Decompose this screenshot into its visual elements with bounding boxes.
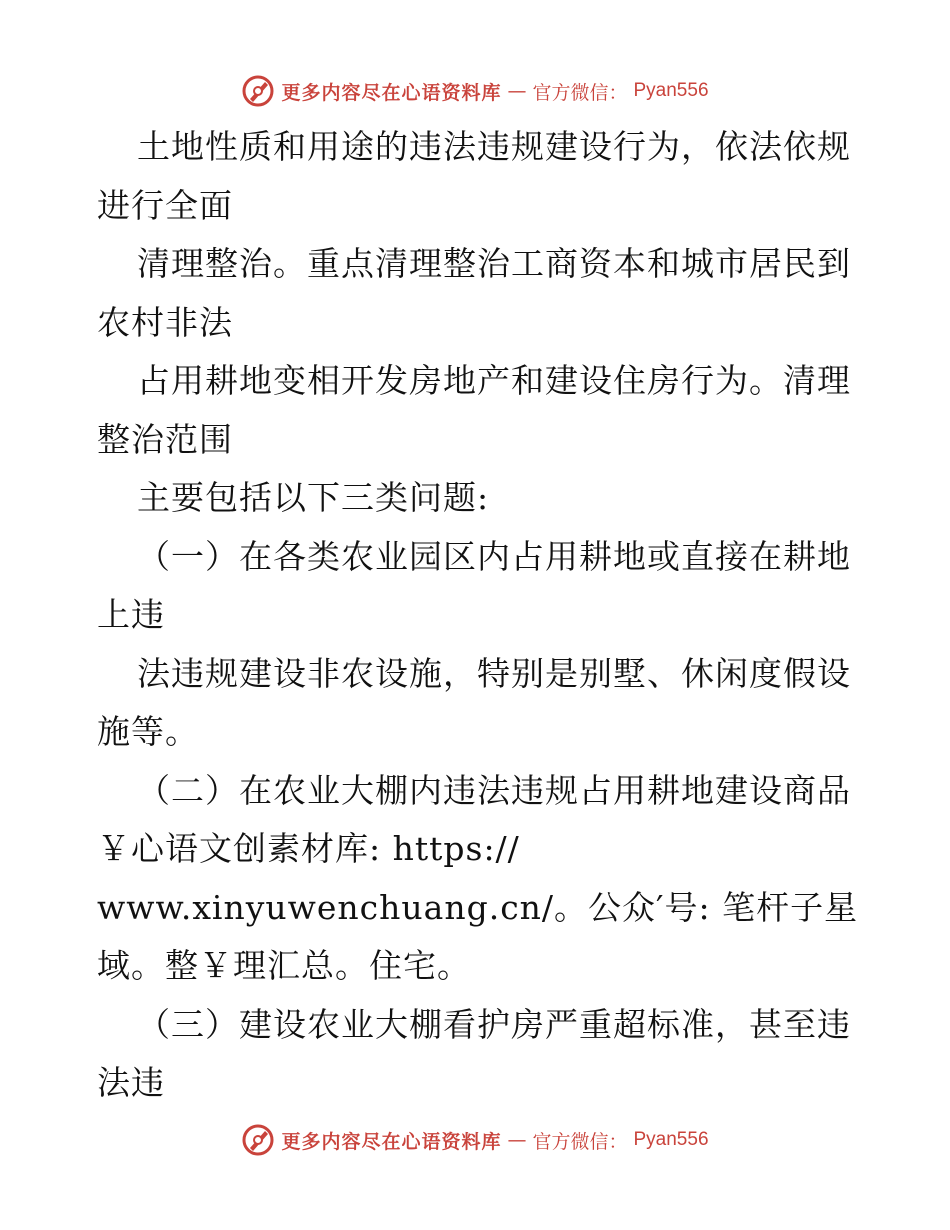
header-banner <box>0 71 950 111</box>
body-line: www.xinyuwenchuang.cn/。公众′号: 笔杆子星 <box>97 887 859 927</box>
body-line: ￥心语文创素材库: https:// <box>97 829 520 868</box>
banner-separator: — <box>507 1129 527 1151</box>
banner-wechat-id: Pyan556 <box>633 80 709 101</box>
body-line: 农村非法 <box>97 302 233 342</box>
body-line: 法违 <box>97 1063 165 1102</box>
body-line: （二）在农业大棚内违法违规占用耕地建设商品 <box>137 770 851 810</box>
footer-banner <box>0 1120 950 1160</box>
pen-circle-logo-icon <box>241 74 275 108</box>
banner-wechat-label: 官方微信： <box>532 81 628 104</box>
body-line: 土地性质和用途的违法违规建设行为，依法依规 <box>137 127 851 166</box>
body-line: 施等。 <box>97 712 199 751</box>
body-line: 进行全面 <box>97 185 233 225</box>
banner-separator: — <box>507 80 527 102</box>
body-line: （一）在各类农业园区内占用耕地或直接在耕地 <box>137 536 851 576</box>
body-line: 占用耕地变相开发房地产和建设住房行为。清理 <box>137 361 851 400</box>
body-line: 整治范围 <box>97 419 233 459</box>
document-body <box>97 118 857 1113</box>
body-line: 主要包括以下三类问题: <box>137 478 490 517</box>
body-line: （三）建设农业大棚看护房严重超标准，甚至违 <box>137 1004 851 1044</box>
banner-brand-text: 更多内容尽在心语资料库 <box>281 1130 502 1153</box>
body-line: 域。整￥理汇总。住宅。 <box>97 946 471 985</box>
body-line: 清理整治。重点清理整治工商资本和城市居民到 <box>137 244 851 283</box>
banner-brand-text: 更多内容尽在心语资料库 <box>281 81 502 104</box>
banner-wechat-id: Pyan556 <box>633 1129 709 1150</box>
banner-wechat-label: 官方微信： <box>532 1130 628 1153</box>
pen-circle-logo-icon <box>241 1123 275 1157</box>
body-line: 法违规建设非农设施，特别是别墅、休闲度假设 <box>137 653 851 693</box>
body-line: 上违 <box>97 595 165 634</box>
